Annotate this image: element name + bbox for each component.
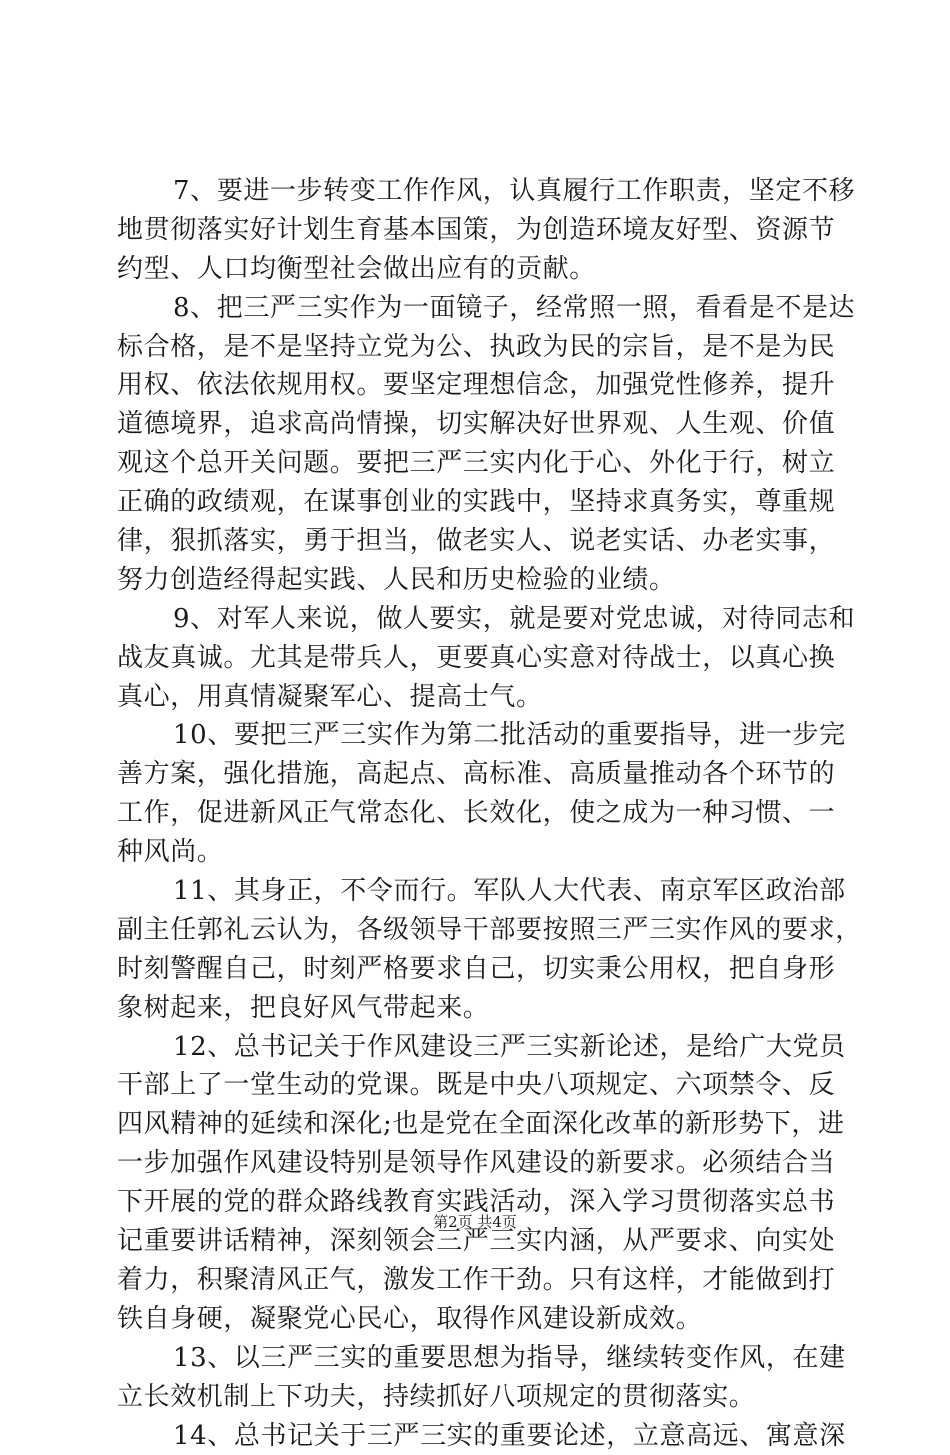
paragraph-first-line: 9、对军人来说，做人要实，就是要对党忠诚，对待同志和 [117,600,833,639]
paragraph-line: 着力，积聚清风正气，激发工作干劲。只有这样，才能做到打 [117,1261,833,1300]
paragraph-first-line: 13、以三严三实的重要思想为指导，继续转变作风，在建 [117,1339,833,1378]
paragraph-first-line: 7、要进一步转变工作作风，认真履行工作职责，坚定不移 [117,172,833,211]
paragraph-line: 约型、人口均衡型社会做出应有的贡献。 [117,250,833,289]
paragraph-line: 一步加强作风建设特别是领导作风建设的新要求。必须结合当 [117,1144,833,1183]
paragraph-first-line: 12、总书记关于作风建设三严三实新论述，是给广大党员 [117,1028,833,1067]
paragraph-line: 标合格，是不是坚持立党为公、执政为民的宗旨，是不是为民 [117,328,833,367]
paragraph-line: 用权、依法依规用权。要坚定理想信念，加强党性修养，提升 [117,366,833,405]
paragraph-first-line: 11、其身正，不令而行。军队人大代表、南京军区政治部 [117,872,833,911]
paragraph-line: 副主任郭礼云认为，各级领导干部要按照三严三实作风的要求， [117,911,833,950]
paragraph-first-line: 8、把三严三实作为一面镜子，经常照一照，看看是不是达 [117,289,833,328]
paragraph-line: 善方案，强化措施，高起点、高标准、高质量推动各个环节的 [117,755,833,794]
paragraph-line: 地贯彻落实好计划生育基本国策，为创造环境友好型、资源节 [117,211,833,250]
paragraph-first-line: 10、要把三严三实作为第二批活动的重要指导，进一步完 [117,716,833,755]
paragraph-line: 时刻警醒自己，时刻严格要求自己，切实秉公用权，把自身形 [117,950,833,989]
paragraph-line: 努力创造经得起实践、人民和历史检验的业绩。 [117,561,833,600]
paragraph-line: 立长效机制上下功夫，持续抓好八项规定的贯彻落实。 [117,1378,833,1417]
paragraph-line: 工作，促进新风正气常态化、长效化，使之成为一种习惯、一 [117,794,833,833]
paragraph-line: 道德境界，追求高尚情操，切实解决好世界观、人生观、价值 [117,405,833,444]
document-body [117,172,833,1455]
paragraph-line: 下开展的党的群众路线教育实践活动，深入学习贯彻落实总书 [117,1183,833,1222]
paragraph-line: 记重要讲话精神，深刻领会三严三实内涵，从严要求、向实处 [117,1222,833,1261]
paragraph-line: 正确的政绩观，在谋事创业的实践中，坚持求真务实，尊重规 [117,483,833,522]
paragraph-first-line: 14、总书记关于三严三实的重要论述，立意高远、寓意深 [117,1417,833,1455]
paragraph-line: 种风尚。 [117,833,833,872]
paragraph-line: 四风精神的延续和深化;也是党在全面深化改革的新形势下，进 [117,1105,833,1144]
paragraph-line: 真心，用真情凝聚军心、提高士气。 [117,678,833,717]
paragraph-line: 战友真诚。尤其是带兵人，更要真心实意对待战士，以真心换 [117,639,833,678]
paragraph-line: 象树起来，把良好风气带起来。 [117,989,833,1028]
paragraph-line: 铁自身硬，凝聚党心民心，取得作风建设新成效。 [117,1300,833,1339]
paragraph-line: 律，狠抓落实，勇于担当，做老实人、说老实话、办老实事， [117,522,833,561]
page-number-footer: 第2页 共4页 [0,1211,950,1233]
paragraph-line: 干部上了一堂生动的党课。既是中央八项规定、六项禁令、反 [117,1066,833,1105]
paragraph-line: 观这个总开关问题。要把三严三实内化于心、外化于行，树立 [117,444,833,483]
